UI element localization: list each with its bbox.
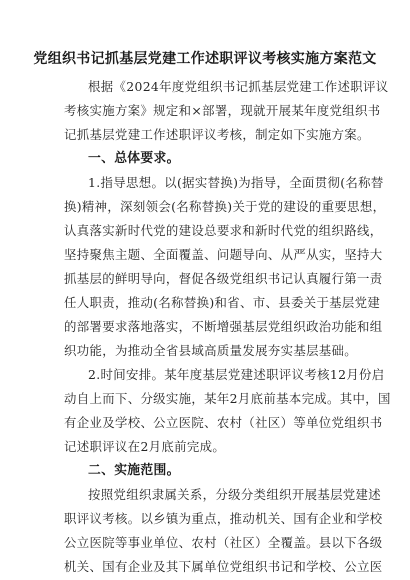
paragraph-line: 织功能，为推动全省县域高质量发展夯实基层基础。	[64, 343, 358, 358]
paragraph-line: 公立医院等事业单位、农村（社区）全覆盖。县以下各级	[64, 535, 383, 550]
paragraph-line: 坚持聚焦主题、全面覆盖、问题导向、从严从实，坚持大	[64, 247, 383, 262]
paragraph-line: 任人职责，推动(名称替换)和省、市、县委关于基层党建	[64, 295, 381, 310]
paragraph-line: 换)精神，深刻领会(名称替换)关于党的建设的重要思想，	[64, 199, 386, 214]
paragraph-line: 记抓基层党建工作述职评议考核，制定如下实施方案。	[64, 127, 370, 142]
paragraph-line: 根据《2024年度党组织书记抓基层党建工作述职评议	[88, 79, 389, 94]
paragraph-line: 考核实施方案》规定和×部署，现就开展某年度党组织书	[64, 103, 381, 118]
paragraph-line: 按照党组织隶属关系，分级分类组织开展基层党建述	[88, 487, 382, 502]
paragraph-line: 机关、国有企业及其下属单位党组织书记和学校、公立医	[64, 559, 383, 574]
document-title: 党组织书记抓基层党建工作述职评议考核实施方案范文	[33, 51, 377, 67]
section-heading-general-requirements: 一、总体要求。	[88, 151, 180, 166]
paragraph-line: 的部署要求落地落实，不断增强基层党组织政治功能和组	[64, 319, 383, 334]
section-heading-scope: 二、实施范围。	[88, 463, 180, 478]
paragraph-line: 抓基层的鲜明导向，督促各级党组织书记认真履行第一责	[64, 271, 383, 286]
paragraph-line: 有企业及学校、公立医院、农村（社区）等单位党组织书	[64, 415, 383, 430]
paragraph-line: 1.指导思想。以(据实替换)为指导，全面贯彻(名称替	[88, 175, 384, 190]
paragraph-line: 职评议考核。以乡镇为重点，推动机关、国有企业和学校	[64, 511, 383, 526]
paragraph-line: 认真落实新时代党的建设总要求和新时代党的组织路线，	[64, 223, 383, 238]
paragraph-line: 记述职评议在2月底前完成。	[64, 439, 226, 454]
paragraph-line: 2.时间安排。某年度基层党建述职评议考核12月份启	[88, 367, 385, 382]
paragraph-line: 动自上而下、分级实施，某年2月底前基本完成。其中，国	[64, 391, 391, 406]
